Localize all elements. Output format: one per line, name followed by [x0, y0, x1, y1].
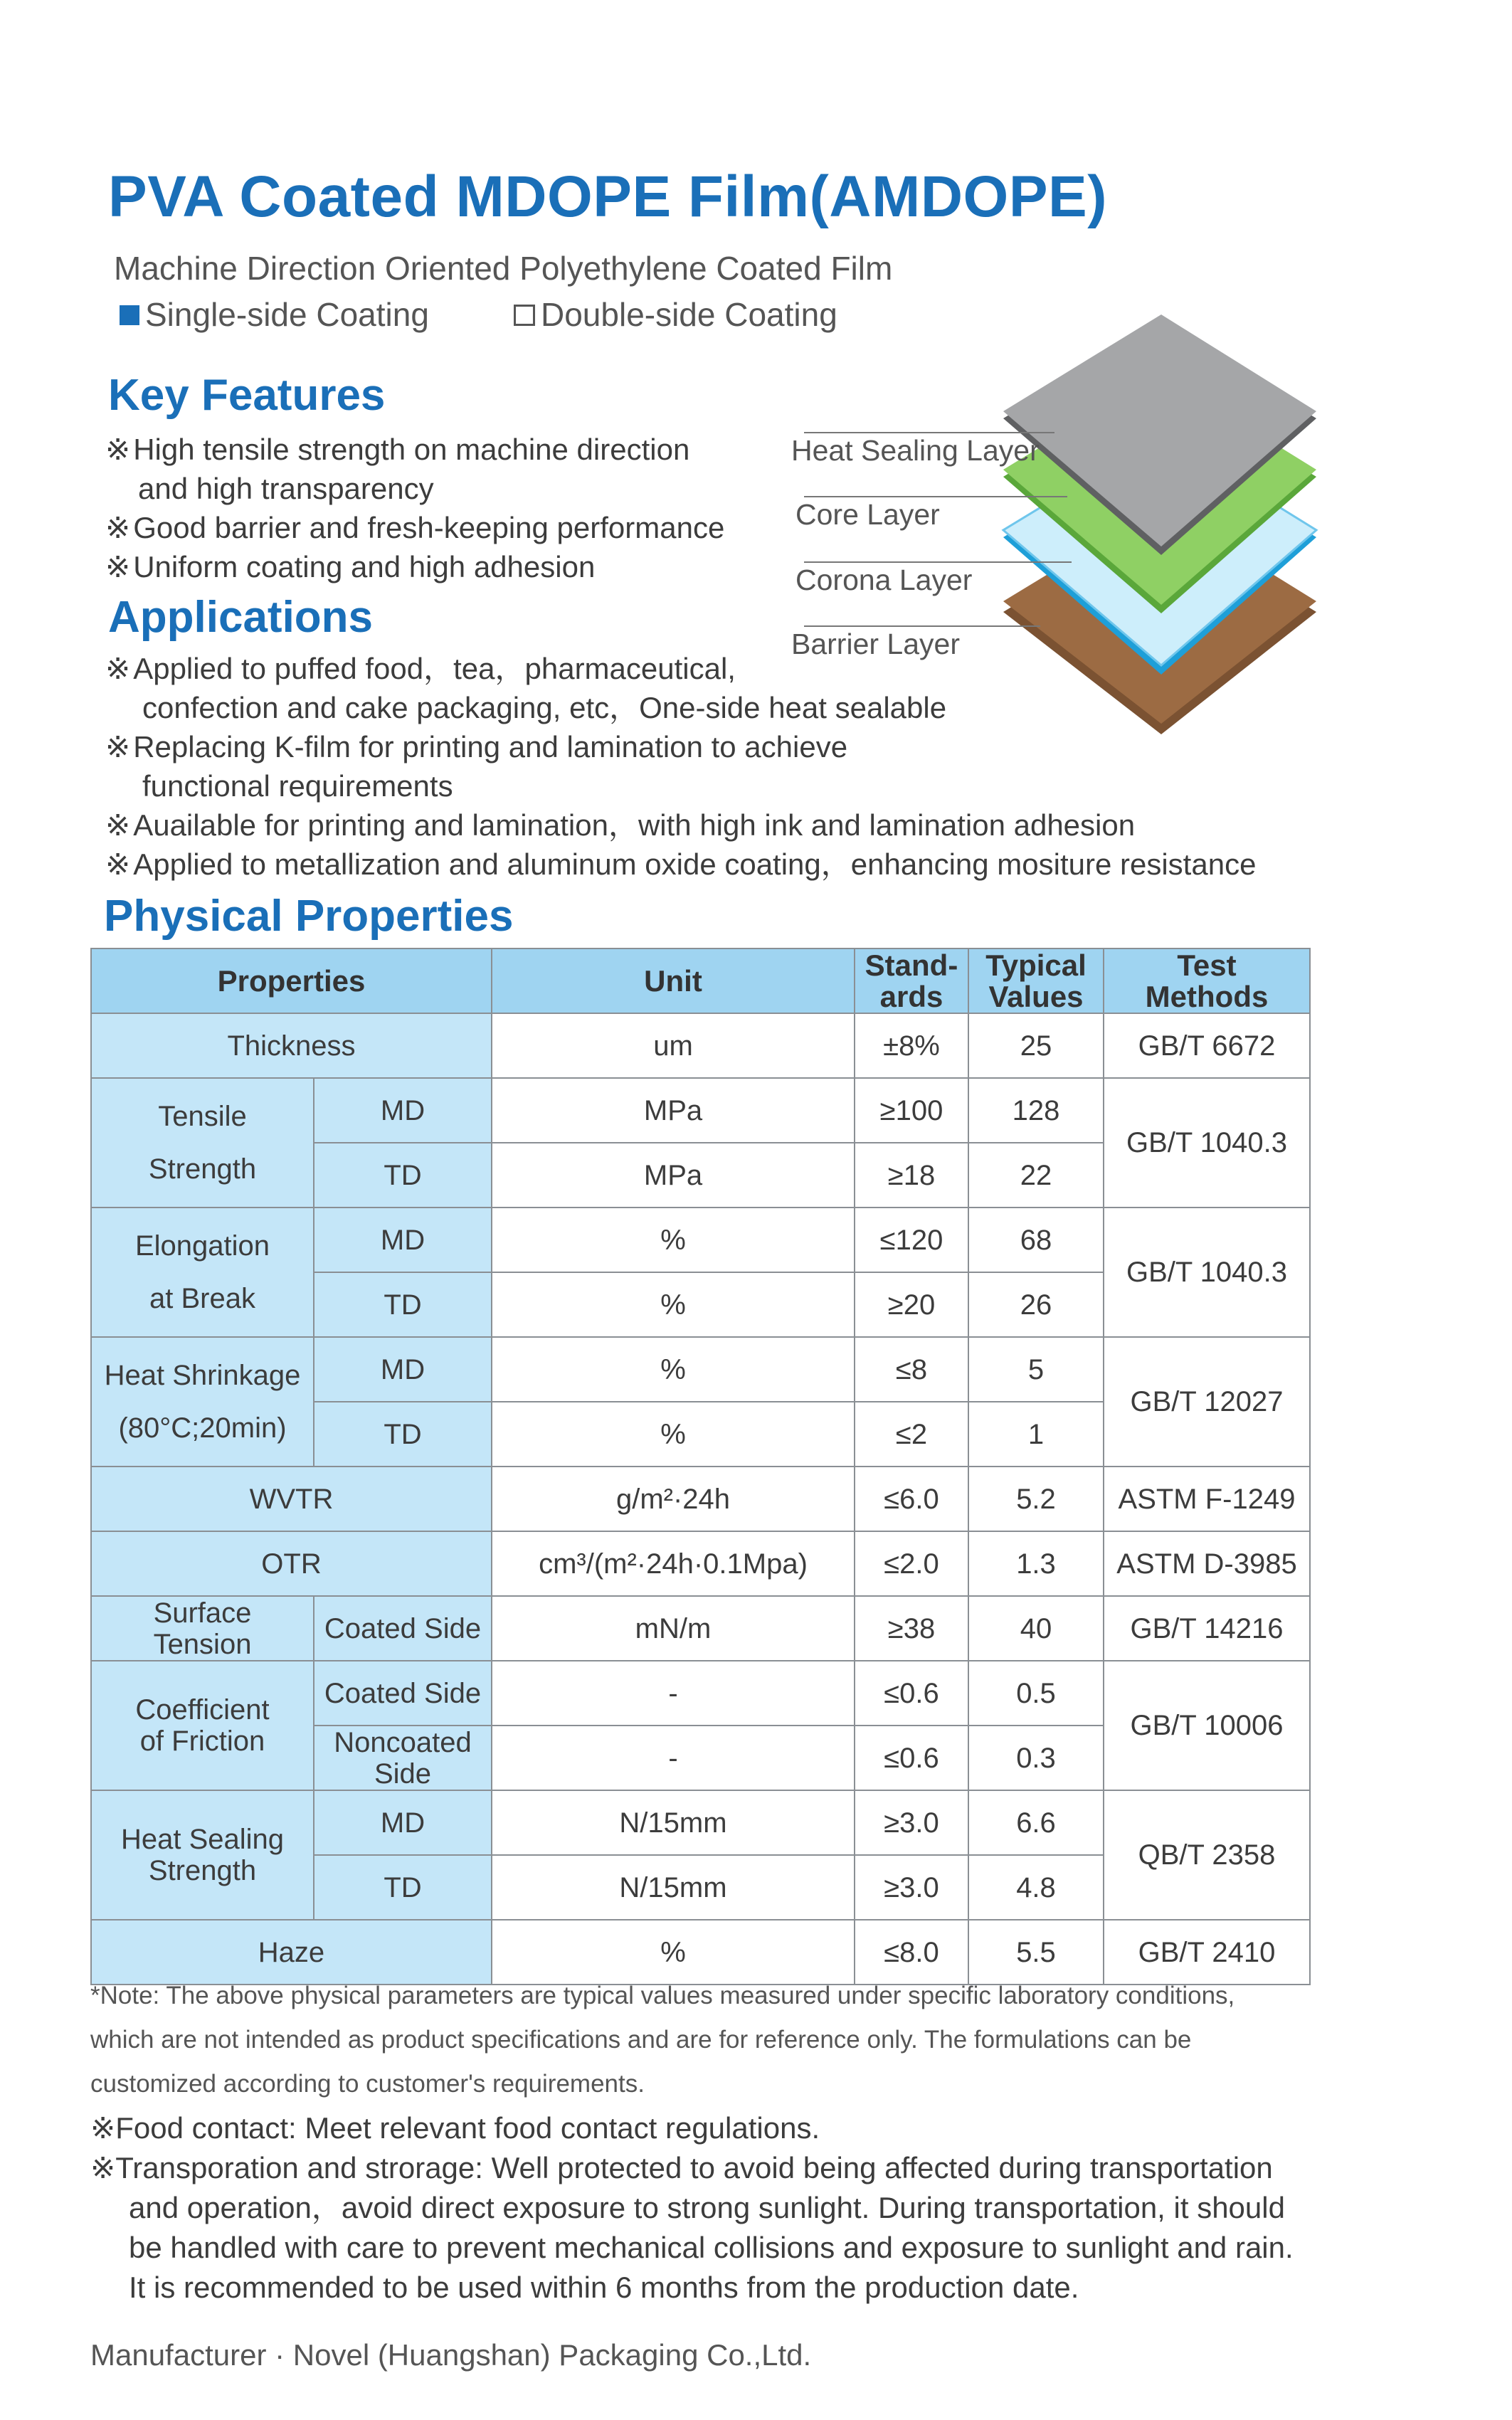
value-cell: 68	[968, 1208, 1104, 1272]
transport-continuation: and operation，avoid direct exposure to strong sunlight. During transportation, it should	[129, 2191, 1285, 2224]
application-item: ※Applied to metallization and aluminum oxide coating，enhancing mositure resistance	[105, 847, 1257, 881]
unit-cell: MPa	[492, 1143, 855, 1208]
property-name: Elongation at Break	[91, 1208, 314, 1337]
value-cell: 5	[968, 1337, 1104, 1402]
standard-cell: ≥3.0	[855, 1855, 968, 1920]
value-cell: 0.3	[968, 1726, 1104, 1790]
standard-cell: ≥3.0	[855, 1790, 968, 1855]
manufacturer-line: Manufacturer · Novel (Huangshan) Packaging Co.,Ltd.	[90, 2338, 812, 2372]
application-item-continuation: functional requirements	[142, 769, 453, 803]
bullet-mark-icon: ※	[105, 808, 131, 842]
note-line: customized according to customer's requirements.	[90, 2070, 645, 2098]
layer-label-corona: Corona Layer	[795, 564, 973, 596]
food-contact-item: ※Food contact: Meet relevant food contact regulations.	[90, 2111, 820, 2145]
header-test-methods: Test Methods	[1104, 949, 1310, 1013]
layer-label-barrier: Barrier Layer	[791, 628, 960, 660]
value-cell: 6.6	[968, 1790, 1104, 1855]
direction-cell: MD	[314, 1790, 492, 1855]
table-row	[91, 1078, 1310, 1143]
unit-cell: N/15mm	[492, 1790, 855, 1855]
value-cell: 25	[968, 1013, 1104, 1078]
property-name: WVTR	[91, 1467, 492, 1531]
transport-continuation: be handled with care to prevent mechanical collisions and exposure to sunlight and rain.	[129, 2231, 1294, 2264]
layer-label-heat-sealing: Heat Sealing Layer	[791, 434, 1040, 467]
side-cell: Coated Side	[314, 1661, 492, 1726]
method-cell: GB/T 6672	[1104, 1013, 1310, 1078]
unit-cell: %	[492, 1272, 855, 1337]
side-cell: Noncoated Side	[314, 1726, 492, 1790]
table-row	[91, 1661, 1310, 1726]
direction-cell: TD	[314, 1143, 492, 1208]
transport-continuation: It is recommended to be used within 6 months from the production date.	[129, 2271, 1079, 2304]
note-line: which are not intended as product specifications and are for reference only. The formulations can be	[90, 2026, 1192, 2054]
property-name: Surface Tension	[91, 1596, 314, 1661]
coating-option-label: Single-side Coating	[145, 296, 429, 333]
standard-cell: ≥20	[855, 1272, 968, 1337]
value-cell: 5.2	[968, 1467, 1104, 1531]
property-name: Heat Shrinkage (80°C;20min)	[91, 1337, 314, 1467]
direction-cell: TD	[314, 1855, 492, 1920]
method-cell: GB/T 1040.3	[1104, 1208, 1310, 1337]
value-cell: 1	[968, 1402, 1104, 1467]
table-header-row	[91, 949, 1310, 1013]
value-cell: 128	[968, 1078, 1104, 1143]
bullet-mark-icon: ※	[105, 730, 131, 763]
feature-item-continuation: and high transparency	[138, 472, 434, 505]
value-cell: 26	[968, 1272, 1104, 1337]
value-cell: 0.5	[968, 1661, 1104, 1726]
unit-cell: um	[492, 1013, 855, 1078]
unit-cell: %	[492, 1337, 855, 1402]
direction-cell: MD	[314, 1337, 492, 1402]
value-cell: 4.8	[968, 1855, 1104, 1920]
bullet-mark-icon: ※	[105, 847, 131, 881]
bullet-mark-icon: ※	[105, 652, 131, 685]
property-name: Coefficient of Friction	[91, 1661, 314, 1790]
unit-cell: cm³/(m²·24h·0.1Mpa)	[492, 1531, 855, 1596]
unit-cell: -	[492, 1726, 855, 1790]
standard-cell: ≥100	[855, 1078, 968, 1143]
unit-cell: %	[492, 1402, 855, 1467]
method-cell: GB/T 1040.3	[1104, 1078, 1310, 1208]
coating-option-label: Double-side Coating	[541, 296, 837, 333]
method-cell: GB/T 10006	[1104, 1661, 1310, 1790]
standard-cell: ≥38	[855, 1596, 968, 1661]
header-unit: Unit	[492, 949, 855, 1013]
unit-cell: -	[492, 1661, 855, 1726]
application-item: ※Replacing K-film for printing and lamination to achieve	[105, 730, 848, 763]
bullet-mark-icon: ※	[105, 550, 131, 583]
application-item: ※Applied to puffed food，tea，pharmaceutical,	[105, 652, 736, 685]
table-row	[91, 1531, 1310, 1596]
bullet-mark-icon: ※	[105, 433, 131, 466]
feature-item: ※Uniform coating and high adhesion	[105, 550, 596, 583]
unit-cell: %	[492, 1208, 855, 1272]
method-cell: QB/T 2358	[1104, 1790, 1310, 1920]
feature-item: ※High tensile strength on machine direction	[105, 433, 690, 466]
header-typical-values: Typical Values	[968, 949, 1104, 1013]
standard-cell: ≤8	[855, 1337, 968, 1402]
property-name: OTR	[91, 1531, 492, 1596]
unit-cell: mN/m	[492, 1596, 855, 1661]
value-cell: 5.5	[968, 1920, 1104, 1985]
coating-option-double	[514, 295, 837, 334]
property-name: Heat Sealing Strength	[91, 1790, 314, 1920]
application-item-continuation: confection and cake packaging, etc，One-side heat sealable	[142, 691, 947, 724]
standard-cell: ≤8.0	[855, 1920, 968, 1985]
direction-cell: MD	[314, 1208, 492, 1272]
table-row	[91, 1208, 1310, 1272]
coating-option-single	[120, 295, 429, 334]
property-name: Tensile Strength	[91, 1078, 314, 1208]
value-cell: 22	[968, 1143, 1104, 1208]
standard-cell: ≥18	[855, 1143, 968, 1208]
table-row	[91, 1920, 1310, 1985]
standard-cell: ±8%	[855, 1013, 968, 1078]
table-row	[91, 1013, 1310, 1078]
layer-label-core: Core Layer	[795, 498, 940, 531]
table-row	[91, 1337, 1310, 1402]
method-cell: GB/T 12027	[1104, 1337, 1310, 1467]
unit-cell: %	[492, 1920, 855, 1985]
side-cell: Coated Side	[314, 1596, 492, 1661]
header-standards: Stand- ards	[855, 949, 968, 1013]
method-cell: GB/T 2410	[1104, 1920, 1310, 1985]
direction-cell: TD	[314, 1402, 492, 1467]
value-cell: 40	[968, 1596, 1104, 1661]
standard-cell: ≤2.0	[855, 1531, 968, 1596]
bullet-mark-icon: ※	[105, 511, 131, 544]
transport-item: ※Transporation and strorage: Well protected to avoid being affected during transportation	[90, 2151, 1273, 2184]
page-subtitle: Machine Direction Oriented Polyethylene Coated Film	[114, 250, 893, 287]
unit-cell: g/m²·24h	[492, 1467, 855, 1531]
method-cell: GB/T 14216	[1104, 1596, 1310, 1661]
direction-cell: TD	[314, 1272, 492, 1337]
table-row	[91, 1596, 1310, 1661]
direction-cell: MD	[314, 1078, 492, 1143]
applications-heading: Applications	[108, 593, 374, 642]
property-name: Thickness	[91, 1013, 492, 1078]
application-item: ※Auailable for printing and lamination，with high ink and lamination adhesion	[105, 808, 1136, 842]
physical-properties-table	[90, 948, 1311, 1985]
table-row	[91, 1467, 1310, 1531]
note-line: *Note: The above physical parameters are typical values measured under specific laboratory conditions,	[90, 1982, 1235, 2009]
bullet-mark-icon: ※	[90, 2111, 116, 2145]
table-row	[91, 1790, 1310, 1855]
method-cell: ASTM D-3985	[1104, 1531, 1310, 1596]
page-title: PVA Coated MDOPE Film(AMDOPE)	[108, 164, 1108, 229]
header-properties: Properties	[91, 949, 492, 1013]
method-cell: ASTM F-1249	[1104, 1467, 1310, 1531]
standard-cell: ≤2	[855, 1402, 968, 1467]
physical-properties-heading: Physical Properties	[104, 892, 514, 941]
standard-cell: ≤120	[855, 1208, 968, 1272]
feature-item: ※Good barrier and fresh-keeping performance	[105, 511, 725, 544]
value-cell: 1.3	[968, 1531, 1104, 1596]
checked-square-icon	[120, 305, 139, 325]
standard-cell: ≤6.0	[855, 1467, 968, 1531]
empty-square-icon	[514, 305, 535, 326]
standard-cell: ≤0.6	[855, 1661, 968, 1726]
bullet-mark-icon: ※	[90, 2151, 116, 2184]
property-name: Haze	[91, 1920, 492, 1985]
unit-cell: MPa	[492, 1078, 855, 1143]
key-features-heading: Key Features	[108, 371, 386, 420]
unit-cell: N/15mm	[492, 1855, 855, 1920]
standard-cell: ≤0.6	[855, 1726, 968, 1790]
